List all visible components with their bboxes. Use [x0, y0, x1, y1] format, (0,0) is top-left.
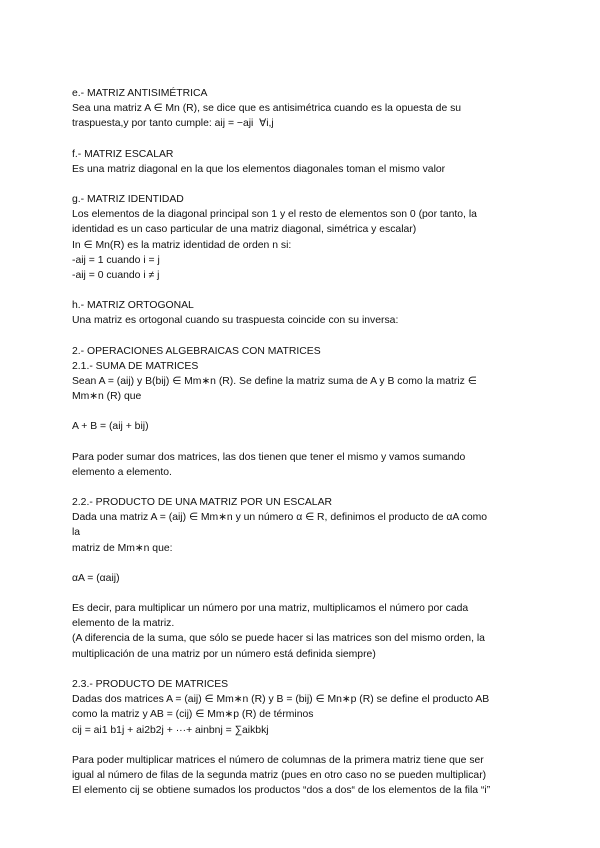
- chapter-heading-operaciones: 2.- OPERACIONES ALGEBRAICAS CON MATRICES: [72, 345, 321, 357]
- paragraph-line: Sean A = (aij) y B(bij) ∈ Mm∗n (R). Se define la matriz suma de A y B como la matriz ∈: [72, 376, 477, 388]
- paragraph-line: elemento de la matriz.: [72, 618, 175, 630]
- subsection-heading-producto-escalar: 2.2.- PRODUCTO DE UNA MATRIZ POR UN ESCALAR: [72, 497, 332, 509]
- paragraph-line: Es decir, para multiplicar un número por una matriz, multiplicamos el número por cada: [72, 603, 469, 615]
- paragraph-line: Dada una matriz A = (aij) ∈ Mm∗n y un número α ∈ R, definimos el producto de αA como: [72, 512, 488, 524]
- paragraph-line: Para poder multiplicar matrices el número de columnas de la primera matriz tiene que ser: [72, 754, 484, 766]
- paragraph-line: Para poder sumar dos matrices, las dos tienen que tener el mismo y vamos sumando: [72, 451, 466, 463]
- paragraph-line: elemento a elemento.: [72, 466, 172, 478]
- section-heading-escalar: f.- MATRIZ ESCALAR: [72, 148, 174, 160]
- paragraph-line: como la matriz y AB = (cij) ∈ Mm∗p (R) de términos: [72, 709, 314, 721]
- paragraph-line: igual al número de filas de la segunda matriz (pues en otro caso no se pueden multiplicar): [72, 769, 487, 781]
- paragraph-line: -aij = 0 cuando i ≠ j: [72, 270, 160, 282]
- section-heading-ortogonal: h.- MATRIZ ORTOGONAL: [72, 300, 194, 312]
- paragraph-line: la: [72, 527, 81, 539]
- paragraph-line: Es una matriz diagonal en la que los elementos diagonales toman el mismo valor: [72, 163, 446, 175]
- paragraph-line: matriz de Mm∗n que:: [72, 542, 173, 554]
- subsection-heading-suma: 2.1.- SUMA DE MATRICES: [72, 360, 199, 372]
- paragraph-line: Sea una matriz A ∈ Mn (R), se dice que es antisimétrica cuando es la opuesta de su: [72, 103, 462, 115]
- subsection-heading-producto-matrices: 2.3.- PRODUCTO DE MATRICES: [72, 678, 229, 690]
- formula-producto-escalar: αA = (αaij): [72, 572, 120, 584]
- paragraph-line: traspuesta,y por tanto cumple: aij = −aji ∀i,j: [72, 118, 274, 130]
- paragraph-line: Dadas dos matrices A = (aij) ∈ Mm∗n (R) y B = (bij) ∈ Mn∗p (R) se define el producto AB: [72, 694, 490, 706]
- paragraph-line: Mm∗n (R) que: [72, 391, 142, 403]
- paragraph-line: multiplicación de una matriz por un número está definida siempre): [72, 648, 376, 660]
- paragraph-line: In ∈ Mn(R) es la matriz identidad de orden n si:: [72, 239, 292, 251]
- section-heading-antisimetrica: e.- MATRIZ ANTISIMÉTRICA: [72, 88, 208, 99]
- formula-producto-matrices: cij = ai1 b1j + ai2b2j + ···+ ainbnj = ∑aikbkj: [72, 724, 269, 736]
- paragraph-line: identidad es un caso particular de una matriz diagonal, simétrica y escalar): [72, 224, 417, 236]
- paragraph-line: Una matriz es ortogonal cuando su traspuesta coincide con su inversa:: [72, 315, 399, 327]
- paragraph-line: El elemento cij se obtiene sumados los productos “dos a dos“ de los elementos de la fila “i”: [72, 785, 491, 797]
- paragraph-line: -aij = 1 cuando i = j: [72, 254, 160, 266]
- section-heading-identidad: g.- MATRIZ IDENTIDAD: [72, 194, 184, 206]
- paragraph-line: (A diferencia de la suma, que sólo se puede hacer si las matrices son del mismo orden, la: [72, 633, 485, 645]
- paragraph-line: Los elementos de la diagonal principal son 1 y el resto de elementos son 0 (por tanto, la: [72, 209, 477, 221]
- formula-suma: A + B = (aij + bij): [72, 421, 149, 433]
- document-body: [72, 86, 532, 798]
